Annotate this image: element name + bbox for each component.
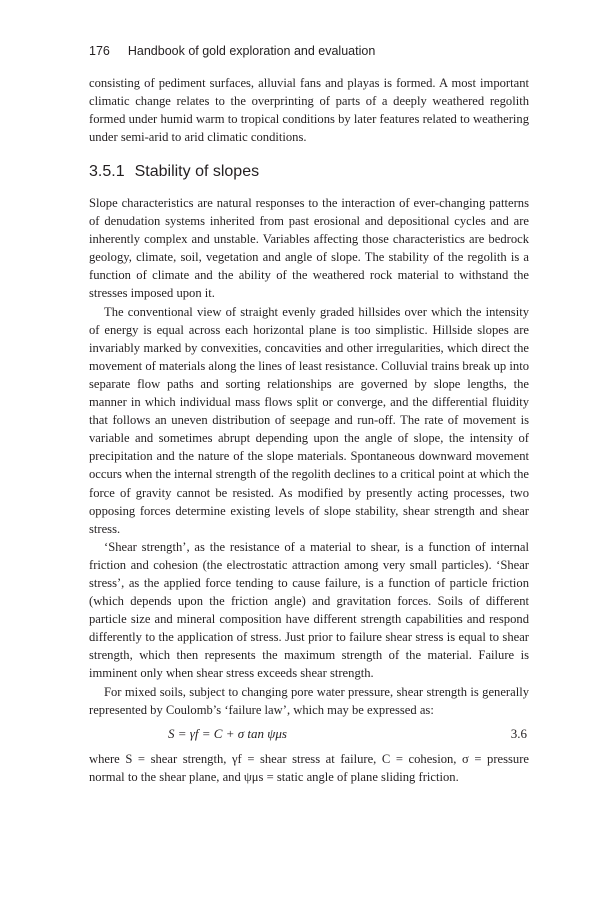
continuation-paragraph: consisting of pediment surfaces, alluvial fans and playas is formed. A most important climatic change relates to the overprinting of parts of a deeply weathered regolith formed under humid warm to tropical conditions by later features related to weathering under semi-arid to arid climatic conditions. [89, 76, 529, 145]
section-body [89, 194, 529, 786]
running-title: Handbook of gold exploration and evaluation [127, 44, 376, 58]
paragraph-slope-characteristics: Slope characteristics are natural responses to the interaction of ever-changing patterns of denudation systems inherited from past erosional and depositional cycles and are inherently complex and unstable. Variables affecting those characteristics are bedrock geology, climate, soil, vegetation and angle of slope. The stability of the regolith is a function of climate and the ability of the weathered rock material to withstand the stresses imposed upon it. [89, 196, 529, 301]
paragraph-conventional-view: The conventional view of straight evenly graded hillsides over which the intensity of energy is equal across each horizontal plane is too simplistic. Hillside slopes are invariably marked by convexities, concavities and other irregularities, which direct the movement of materials along the lines of least resistance. Colluvial trains break up into separate flow paths and sorting relationships are governed by slope lengths, the manner in which individual mass flows split or converge, and the differential fluidity that follows an uneven distribution of seepage and run-off. The rate of movement is variable and sometimes abrupt depending upon the angle of slope, the intensity of precipitation and the nature of the slope materials. Spontaneous downward movement occurs when the internal strength of the regolith declines to a critical point at which the force of gravity cannot be resisted. As modified by presently acting processes, two opposing forces determine existing levels of slope stability, shear strength and shear stress. [89, 304, 529, 536]
continuation-block [89, 74, 529, 146]
page-number: 176 [89, 44, 110, 58]
paragraph-equation-definitions: where S = shear strength, γf = shear stress at failure, C = cohesion, σ = pressure normal to the shear plane, and ψμs = static angle of plane sliding friction. [89, 751, 529, 784]
equation-block [89, 719, 529, 750]
equation-expression: S = γf = C + σ tan ψμs [168, 725, 287, 741]
equation-number: 3.6 [510, 725, 527, 741]
section-number: 3.5.1 [89, 163, 125, 180]
paragraph-shear-strength: ‘Shear strength’, as the resistance of a material to shear, is a function of internal friction and cohesion (the electrostatic attraction among very small particles). ‘Shear stress’, as the applied force tending to cause failure, is a function of particle friction (which depends upon the friction angle) and gravitation forces. Soils of different particle size and mineral composition have different strength capabilities and respond differently to the application of stress. Just prior to failure shear stress is equal to shear strength, which then represents the maximum strength of the material. Failure is imminent only when shear stress exceeds shear strength. [89, 539, 529, 681]
running-header [89, 44, 375, 58]
section-title: Stability of slopes [134, 163, 260, 180]
section-heading [89, 163, 259, 181]
paragraph-mixed-soils: For mixed soils, subject to changing pore water pressure, shear strength is generally represented by Coulomb’s ‘failure law’, which may be expressed as: [89, 684, 529, 717]
